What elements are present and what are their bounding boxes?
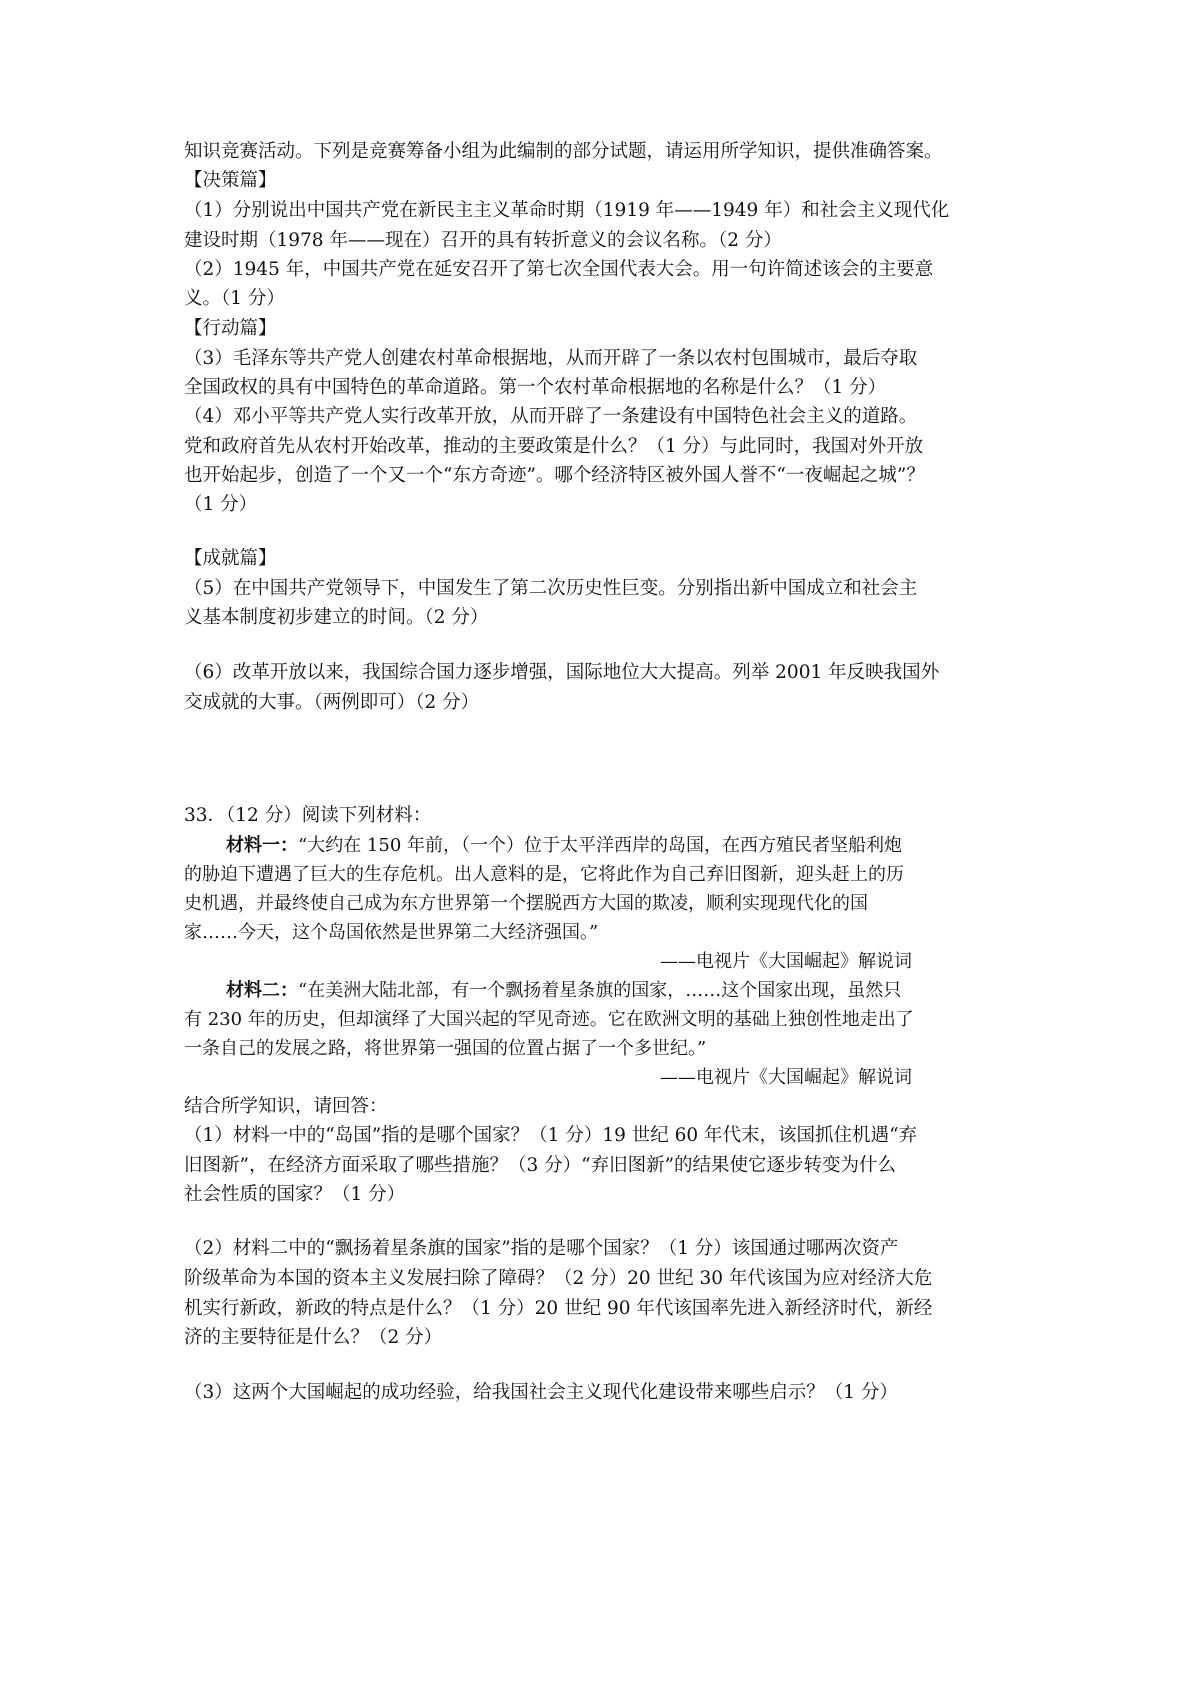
question-4-line-2: 党和政府首先从农村开始改革，推动的主要政策是什么？（1 分）与此同时，我国对外开放 (184, 436, 924, 457)
question-4-line-1: （4）邓小平等共产党人实行改革开放，从而开辟了一条建设有中国特色社会主义的道路。 (184, 406, 918, 427)
question-1-line-1: （1）分别说出中国共产党在新民主主义革命时期（1919 年——1949 年）和社会主义现代化 (184, 200, 950, 221)
material-2-line-3: 一条自己的发展之路，将世界第一强国的位置占据了一个多世纪。” (184, 1038, 707, 1059)
material-1-line-4: 家……今天，这个岛国依然是世界第二大经济强国。” (184, 922, 599, 943)
question-33-3-line-1: （3）这两个大国崛起的成功经验，给我国社会主义现代化建设带来哪些启示？（1 分） (184, 1382, 898, 1403)
question-1-line-2: 建设时期（1978 年——现在）召开的具有转折意义的会议名称。（2 分） (184, 230, 782, 251)
question-33-2-line-3: 机实行新政，新政的特点是什么？（1 分）20 世纪 90 年代该国率先进入新经济时代，新经 (184, 1298, 933, 1319)
question-2-line-2: 义。（1 分） (184, 288, 285, 309)
question-33-2-line-4: 济的主要特征是什么？（2 分） (184, 1327, 443, 1348)
section-heading-decision: 【决策篇】 (184, 170, 277, 191)
intro-text: 知识竞赛活动。下列是竞赛筹备小组为此编制的部分试题，请运用所学知识，提供准确答案。 (184, 141, 943, 162)
material-2-line-1 (226, 978, 901, 1004)
question-3-line-2: 全国政权的具有中国特色的革命道路。第一个农村革命根据地的名称是什么？（1 分） (184, 377, 887, 398)
question-6-line-2: 交成就的大事。（两例即可）（2 分） (184, 692, 480, 713)
material-1-line-2: 的胁迫下遭遇了巨大的生存危机。出人意料的是，它将此作为自己弃旧图新，迎头赶上的历 (184, 864, 904, 885)
material-1-text-a: “大约在 150 年前，（一个）位于太平洋西岸的岛国，在西方殖民者坚船利炮 (298, 835, 902, 856)
question-4-line-3: 也开始起步，创造了一个又一个“东方奇迹”。哪个经济特区被外国人誉不“一夜崛起之城”？ (184, 465, 925, 486)
material-2-line-2: 有 230 年的历史，但却演绎了大国兴起的罕见奇迹。它在欧洲文明的基础上独创性地走出了 (184, 1009, 914, 1030)
question-3-line-1: （3）毛泽东等共产党人创建农村革命根据地，从而开辟了一条以农村包围城市，最后夺取 (184, 348, 918, 369)
question-33-header: 33．（12 分）阅读下列材料： (184, 805, 432, 826)
material-1-label: 材料一： (226, 835, 298, 856)
question-6-line-1: （6）改革开放以来，我国综合国力逐步增强，国际地位大大提高。列举 2001 年反映我国外 (184, 662, 940, 683)
question-5-line-2: 义基本制度初步建立的时间。（2 分） (184, 607, 489, 628)
material-2-citation: ——电视片《大国崛起》解说词 (660, 1067, 912, 1088)
material-2-label: 材料二： (226, 980, 298, 1001)
question-5-line-1: （5）在中国共产党领导下，中国发生了第二次历史性巨变。分别指出新中国成立和社会主 (184, 578, 918, 599)
section-heading-action: 【行动篇】 (184, 318, 277, 339)
section-heading-achievement: 【成就篇】 (184, 548, 277, 569)
question-33-2-line-1: （2）材料二中的“飘扬着星条旗的国家”指的是哪个国家？（1 分）该国通过哪两次资产 (184, 1238, 899, 1259)
question-2-line-1: （2）1945 年，中国共产党在延安召开了第七次全国代表大会。用一句许简述该会的主要意 (184, 259, 934, 280)
instruction-text: 结合所学知识，请回答： (184, 1096, 388, 1117)
question-33-1-line-1: （1）材料一中的“岛国”指的是哪个国家？（1 分）19 世纪 60 年代末，该国抓住机遇“弃 (184, 1125, 918, 1146)
material-1-line-3: 史机遇，并最终使自己成为东方世界第一个摆脱西方大国的欺凌，顺利实现现代化的国 (184, 893, 868, 914)
question-33-1-line-3: 社会性质的国家？（1 分） (184, 1184, 406, 1205)
material-2-text-a: “在美洲大陆北部，有一个飘扬着星条旗的国家，……这个国家出现，虽然只 (298, 980, 902, 1001)
material-1-line-1 (226, 833, 902, 859)
material-1-citation: ——电视片《大国崛起》解说词 (660, 951, 912, 972)
question-33-1-line-2: 旧图新”，在经济方面采取了哪些措施？（3 分）“弃旧图新”的结果使它逐步转变为什么 (184, 1155, 897, 1176)
question-33-2-line-2: 阶级革命为本国的资本主义发展扫除了障碍？（2 分）20 世纪 30 年代该国为应对经济大危 (184, 1268, 933, 1289)
question-4-line-4: （1 分） (184, 494, 258, 515)
